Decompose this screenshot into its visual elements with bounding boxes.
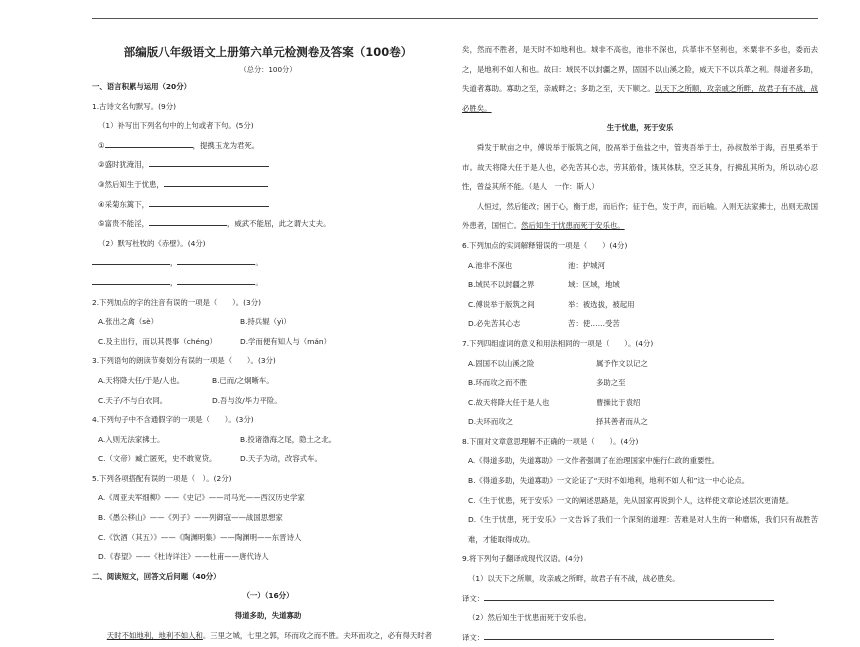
q9-sentence-2: （2）然后知生于忧患而死于安乐也。	[468, 613, 591, 623]
q5-option-c[interactable]: C.《饮酒（其五）》——《陶渊明集》——陶渊明——东晋诗人	[98, 532, 302, 542]
fill-blank-3: ③然后知生于忧患，	[92, 175, 444, 195]
passage-2-paragraph-2: 人恒过，然后能改；困于心，衡于虑，而后作；征于色，发于声，而后喻。入则无法家拂士，出则无敌国外患者，国恒亡。然后知生于忧患而死于安乐也。	[462, 201, 818, 231]
option-a[interactable]: A.入则无法家拂士。	[98, 434, 165, 444]
option-c[interactable]: C.天子/不与白衣同。	[98, 395, 168, 405]
answer-blank[interactable]	[92, 276, 170, 285]
option-c[interactable]: C.及主出行，而以其畏事（chéng）	[98, 336, 217, 346]
question-1-part-1: （1）补写出下列名句中的上句或者下句。(5分)	[98, 121, 254, 131]
option-c[interactable]: C.（文帝）臧亡匿死，史不敢宽贷。	[98, 454, 217, 464]
q2-options-row-2	[92, 332, 444, 352]
poem-blanks-line-2: ， 。	[92, 273, 444, 293]
question-4: 4.下列句子中不含通假字的一项是（ ）。(3分)	[92, 415, 254, 425]
right-column	[462, 40, 818, 647]
question-2: 2.下列加点的字的注音有误的一项是（ ）。(3分)	[92, 297, 262, 307]
q9-translation-1: 译文：	[462, 589, 818, 609]
q3-options-row-2	[92, 391, 444, 411]
passage-1-paragraph: 天时不如地利，地利不如人和。三里之城，七里之郭，环而攻之而不胜。夫环而攻之，必有得天时者	[106, 630, 433, 640]
q3-options-row-1	[92, 371, 444, 391]
passage-2-title: 生于忧患，死于安乐	[606, 123, 674, 133]
passage-part-heading: （一）（16分）	[242, 591, 294, 601]
q6-option-c[interactable]: C.傅说举于版筑之间 举：被选拔，被起用	[468, 299, 635, 309]
question-1: 1.古诗文名句默写。(9分)	[92, 101, 177, 111]
fill-blank-2: ②盛时犹淹泪，	[92, 155, 444, 175]
fill-blank-5: ⑤富贵不能淫， ，威武不能屈，此之谓大丈夫。	[98, 219, 331, 229]
option-d[interactable]: D.天子为动，改容式车。	[240, 454, 322, 464]
answer-blank[interactable]	[92, 256, 170, 265]
q4-options-row-2	[92, 449, 444, 469]
section-1-heading: 一、语言积累与运用（20分）	[92, 82, 191, 91]
question-7: 7.下列四组虚词的意义和用法相同的一项是（ ）。(4分)	[462, 338, 654, 348]
q5-option-b[interactable]: B.《愚公移山》——《列子》——列御寇——战国思想家	[98, 513, 283, 523]
question-1-part-2: （2）默写杜牧的《赤壁》。(4分)	[98, 238, 206, 248]
answer-blank[interactable]	[149, 158, 269, 167]
question-5: 5.下列各项搭配有误的一项是（ ）。(2分)	[92, 473, 232, 483]
answer-blank[interactable]	[177, 256, 255, 265]
question-8: 8.下面对文章意思理解不正确的一项是（ ）。(4分)	[462, 436, 639, 446]
option-b[interactable]: B.持兵辊（yì）	[240, 317, 291, 327]
page-subtitle: （总分：100分）	[239, 65, 297, 74]
fill-blank-4: ④采菊东篱下，	[92, 195, 444, 215]
option-d[interactable]: D.吾与汝/毕力平险。	[212, 395, 282, 405]
answer-blank[interactable]	[177, 276, 255, 285]
q7-option-a[interactable]: A.固国不以山溪之险 属予作文以记之	[468, 358, 648, 368]
fill-blank-1: ① ，提携玉龙为君死。	[98, 140, 260, 150]
q4-options-row-1	[92, 430, 444, 450]
q8-option-b[interactable]: B.《得道多助，失道寡助》一文论证了“天时不如地利，地利不如人和”这一中心论点。	[468, 476, 750, 486]
q9-sentence-1: （1）以天下之所顺，攻亲戚之所畔，故君子有不战，战必胜矣。	[468, 574, 680, 584]
q8-option-c[interactable]: C.《生于忧患，死于安乐》一文的阐述思路是，先从国家再说到个人，这样使文章论述层次更清楚。	[468, 495, 794, 505]
answer-blank[interactable]	[149, 198, 269, 207]
question-6: 6.下列加点的实词解释错误的一项是（ ）(4分)	[462, 240, 628, 250]
option-b[interactable]: B.投诸渤海之尾，隐土之北。	[240, 434, 337, 444]
q7-option-b[interactable]: B.环而攻之而不胜 多助之至	[468, 378, 626, 388]
top-rule	[92, 18, 818, 19]
underlined-sentence: 然后知生于忧患而死于安乐也。	[521, 221, 625, 231]
q8-option-d[interactable]: D.《生于忧患，死于安乐》一文告诉了我们一个深刻的道理：苦难是对人生的一种磨炼，我们只有战胜苦难，才能取得成功。	[468, 515, 818, 544]
passage-2-paragraph-1: 舜发于畎亩之中，傅说举于版筑之间，胶鬲举于鱼盐之中，管夷吾举于士，孙叔敖举于海，百里奚举于市。故天将降大任于是人也，必先苦其心志，劳其筋骨，饿其体肤，空乏其身，行拂乱其所为，所以动心忍性，曾益其所不能。（是人 一作：斯人）	[462, 142, 818, 192]
q6-option-a[interactable]: A.池非不深也 池：护城河	[468, 260, 605, 270]
q2-options-row-1	[92, 312, 444, 332]
option-a[interactable]: A.张出之禽（sè）	[98, 317, 159, 327]
answer-blank[interactable]	[164, 178, 268, 187]
underlined-sentence: 天时不如地利，地利不如人和	[106, 630, 203, 640]
option-a[interactable]: A.天将降大任/于是/人也。	[98, 375, 185, 385]
q5-option-d[interactable]: D.《春望》——《杜诗详注》——杜甫——唐代诗人	[98, 552, 269, 562]
section-2-heading: 二、阅读短文，回答文后问题（40分）	[92, 571, 221, 581]
underlined-sentence: 以天下之所顺，攻亲戚之所畔，故君子有不战，战必胜矣。	[462, 84, 818, 113]
translation-input[interactable]	[484, 592, 774, 601]
q8-option-a[interactable]: A.《得道多助，失道寡助》一文作者强调了在治理国家中施行仁政的重要性。	[468, 456, 720, 466]
passage-1-continued: 矣，然而不胜者，是天时不如地利也。城非不高也，池非不深也，兵革非不坚利也，米粟非不多也，委而去之，是地利不如人和也。故曰：域民不以封疆之界，固国不以山溪之险，威天下不以兵革之利。得道者多助，失道者寡助。寡助之至，亲戚畔之；多助之至，天下顺之。以天下之所顺，攻亲戚之所畔，故君子有不战，战必胜矣。	[462, 45, 818, 113]
answer-blank[interactable]	[105, 139, 193, 148]
q9-translation-2: 译文：	[462, 628, 818, 647]
poem-blanks-line-1: ， 。	[92, 253, 444, 273]
option-d[interactable]: D.学而便有知人与（mán）	[240, 336, 331, 346]
page-title: 部编版八年级语文上册第六单元检测卷及答案（100卷）	[123, 45, 413, 59]
q6-option-b[interactable]: B.域民不以封疆之界 域：区域，地域	[468, 280, 620, 290]
left-column	[92, 40, 444, 645]
q7-option-c[interactable]: C.故天将降大任于是人也 曹操比于袁绍	[468, 397, 641, 407]
question-3: 3.下列语句的朗读节奏划分有误的一项是（ ）。(3分)	[92, 356, 276, 366]
option-b[interactable]: B.已而/之炯晰车。	[212, 375, 274, 385]
q7-option-d[interactable]: D.夫环而攻之 择其善者而从之	[468, 417, 648, 427]
translation-input[interactable]	[484, 631, 774, 640]
answer-blank[interactable]	[149, 217, 227, 226]
q5-option-a[interactable]: A.《周亚夫军细柳》——《史记》——司马光——西汉历史学家	[98, 493, 305, 503]
question-9: 9.将下列句子翻译成现代汉语。(4分)	[462, 554, 583, 564]
q6-option-d[interactable]: D.必先苦其心志 苦：使……受苦	[468, 319, 620, 329]
passage-1-title: 得道多助，失道寡助	[234, 611, 302, 621]
